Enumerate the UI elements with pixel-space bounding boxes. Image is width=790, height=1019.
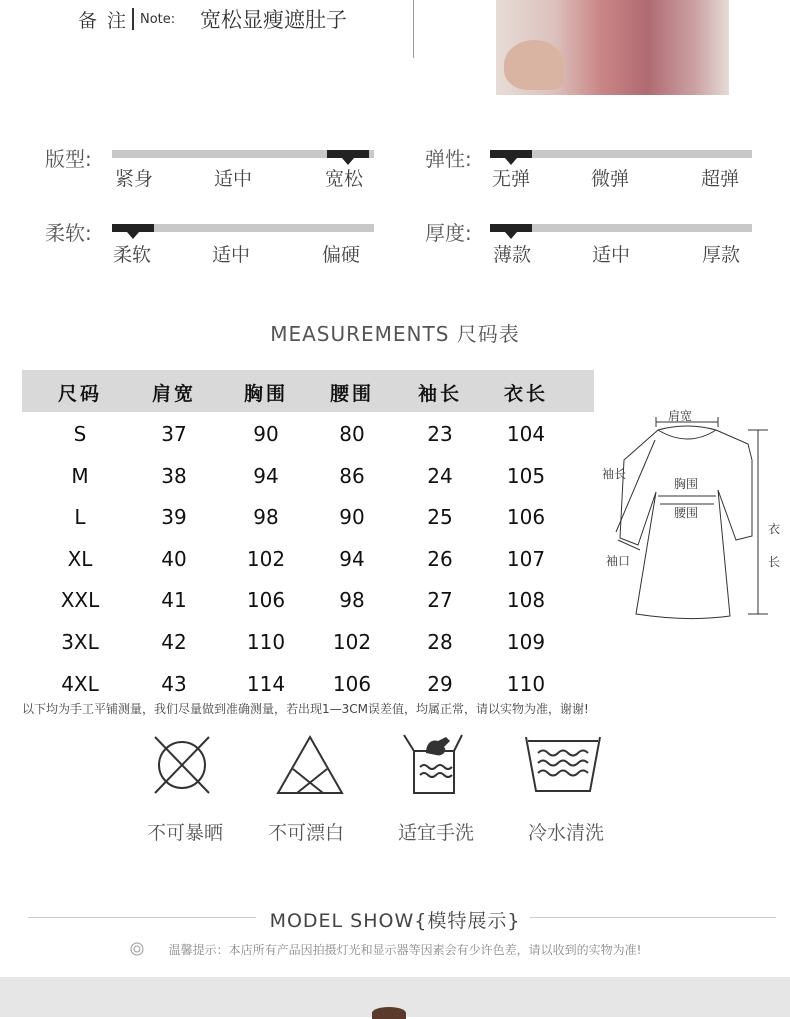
measurement-cell: 90	[339, 505, 365, 530]
diagram-chest-label: 胸围	[674, 477, 699, 491]
measurement-cell: 106	[246, 588, 286, 613]
size-cell: S	[73, 422, 87, 446]
measurement-cell: 37	[161, 422, 187, 446]
attr-elastic-option: 微弹	[591, 168, 630, 190]
note-label-en: Note:	[140, 12, 176, 27]
diagram-cuff-label: 袖口	[606, 554, 631, 568]
no-bleach-icon	[275, 733, 345, 797]
attr-fit-option: 适中	[214, 168, 253, 190]
product-photo	[496, 0, 729, 95]
diagram-waist-label: 腰围	[674, 506, 699, 520]
attr-fit-label: 版型:	[45, 147, 92, 171]
care-label: 不可暴晒	[146, 822, 223, 844]
measurement-cell: 90	[253, 422, 279, 446]
size-cell: M	[71, 463, 89, 488]
diagram-length-label: 衣	[768, 522, 781, 536]
attr-softness-marker	[112, 224, 154, 232]
attr-fit-option: 紧身	[115, 168, 154, 190]
attr-fit-marker	[327, 150, 369, 158]
measurements-title: MEASUREMENTS 尺码表	[270, 322, 520, 346]
measurement-cell: 26	[427, 546, 453, 571]
measurement-cell: 28	[427, 630, 453, 654]
cold-wash-icon	[524, 733, 602, 797]
measurement-cell: 86	[339, 463, 365, 488]
note-text: 宽松显瘦遮肚子	[200, 8, 347, 32]
size-cell: XL	[67, 546, 93, 571]
size-cell: 3XL	[61, 630, 99, 654]
measurement-cell: 98	[253, 505, 279, 530]
attr-elastic-label: 弹性:	[425, 147, 472, 171]
header-cell: 袖长	[417, 383, 462, 405]
header-cell: 尺码	[57, 383, 102, 405]
attr-thickness-option: 薄款	[493, 244, 532, 266]
care-label: 适宜手洗	[397, 822, 474, 844]
attr-softness-track	[112, 224, 374, 232]
header-cell: 肩宽	[151, 383, 196, 405]
attr-elastic-option: 超弹	[701, 168, 740, 190]
model-photo	[0, 977, 790, 1017]
diagram-sleeve-label: 袖长	[602, 467, 627, 481]
measurement-footnote: 以下均为手工平铺测量，我们尽量做到准确测量，若出现1—3CM误差值，均属正常，请以实物为准，谢谢!	[22, 702, 589, 716]
attr-elastic-option: 无弹	[492, 168, 531, 190]
note-divider	[132, 8, 134, 30]
measurement-cell: 94	[253, 463, 279, 488]
measurement-cell: 102	[246, 546, 286, 571]
measurement-cell: 110	[246, 630, 286, 654]
measurement-cell: 106	[506, 505, 546, 530]
attr-softness-option: 适中	[212, 244, 251, 266]
measurement-cell: 41	[161, 588, 187, 613]
measurement-cell: 42	[161, 630, 187, 654]
no-sun-dry-icon	[153, 733, 213, 797]
attr-thickness-option: 厚款	[702, 244, 741, 266]
diagram-length-label: 长	[768, 555, 781, 569]
attr-fit-option: 宽松	[325, 168, 364, 190]
measurement-cell: 40	[161, 546, 187, 571]
table-header	[22, 370, 594, 412]
attr-elastic-marker	[490, 150, 532, 158]
attr-softness-label: 柔软:	[45, 221, 92, 245]
attr-softness-option: 偏硬	[322, 244, 361, 266]
attr-elastic-track	[490, 150, 752, 158]
measurement-cell: 110	[506, 671, 546, 696]
measurement-cell: 102	[332, 630, 372, 654]
measurement-cell: 38	[161, 463, 187, 488]
care-label: 不可漂白	[267, 822, 344, 844]
care-label: 冷水清洗	[527, 822, 604, 844]
color-difference-tip: 温馨提示：本店所有产品因拍摄灯光和显示器等因素会有少许色差，请以收到的实物为准!	[168, 943, 642, 957]
measurement-cell: 114	[246, 671, 286, 696]
measurement-cell: 29	[427, 671, 453, 696]
vertical-divider	[413, 0, 414, 58]
attr-softness-option: 柔软	[113, 244, 152, 266]
measurement-cell: 105	[506, 463, 546, 488]
measurement-cell: 23	[427, 422, 453, 446]
measurement-cell: 106	[332, 671, 372, 696]
measurement-cell: 43	[161, 671, 187, 696]
note-label: 备 注	[78, 10, 129, 32]
attr-thickness-track	[490, 224, 752, 232]
attr-thickness-label: 厚度:	[425, 221, 472, 245]
measurement-cell: 27	[427, 588, 453, 613]
measurement-cell: 98	[339, 588, 365, 613]
header-cell: 衣长	[503, 383, 548, 405]
diagram-shoulder-label: 肩宽	[668, 409, 693, 423]
measurement-cell: 94	[339, 546, 365, 571]
measurement-cell: 107	[506, 546, 546, 571]
attr-thickness-marker	[490, 224, 532, 232]
measurement-cell: 80	[339, 422, 365, 446]
size-cell: XXL	[60, 588, 100, 613]
size-cell: 4XL	[61, 671, 99, 696]
attr-fit-track	[112, 150, 374, 158]
header-cell: 腰围	[329, 383, 374, 405]
hand-wash-icon	[402, 733, 464, 797]
header-cell: 胸围	[243, 383, 288, 405]
measurement-cell: 25	[427, 505, 453, 530]
measurement-cell: 109	[506, 630, 546, 654]
size-cell: L	[74, 505, 86, 530]
measurement-cell: 39	[161, 505, 187, 530]
model-show-title: MODEL SHOW{模特展示}	[269, 910, 521, 932]
attr-thickness-option: 适中	[592, 244, 631, 266]
measurement-cell: 108	[506, 588, 546, 613]
measurement-cell: 24	[427, 463, 453, 488]
measurement-cell: 104	[506, 422, 546, 446]
